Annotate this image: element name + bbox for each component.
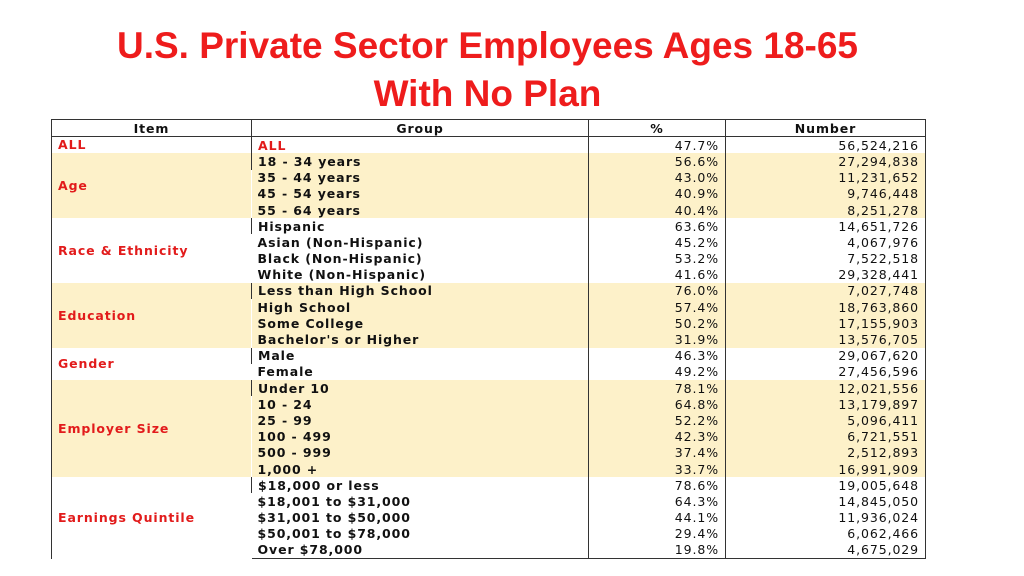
group-cell: $18,001 to $31,000 bbox=[257, 493, 411, 509]
number-cell: 4,675,029 bbox=[726, 542, 926, 559]
percent-cell: 50.2% bbox=[589, 315, 726, 331]
group-cell: High School bbox=[257, 299, 352, 315]
table-row bbox=[52, 380, 926, 396]
percent-cell: 37.4% bbox=[589, 445, 726, 461]
percent-cell: 40.4% bbox=[589, 202, 726, 218]
header-item: Item bbox=[52, 120, 252, 137]
header-group: Group bbox=[252, 120, 589, 137]
number-cell: 2,512,893 bbox=[726, 445, 926, 461]
item-label: ALL bbox=[52, 137, 252, 154]
group-cell: Under 10 bbox=[252, 380, 589, 396]
number-cell: 13,179,897 bbox=[726, 396, 926, 412]
no-plan-table bbox=[51, 119, 926, 559]
number-cell: 5,096,411 bbox=[726, 412, 926, 428]
percent-cell: 42.3% bbox=[589, 429, 726, 445]
number-cell: 29,067,620 bbox=[726, 348, 926, 364]
group-cell: 55 - 64 years bbox=[257, 202, 361, 218]
number-cell: 19,005,648 bbox=[726, 477, 926, 493]
number-cell: 18,763,860 bbox=[726, 299, 926, 315]
group-cell: 35 - 44 years bbox=[257, 170, 361, 186]
percent-cell: 45.2% bbox=[589, 234, 726, 250]
percent-cell: 57.4% bbox=[589, 299, 726, 315]
number-cell: 9,746,448 bbox=[726, 186, 926, 202]
percent-cell: 46.3% bbox=[589, 348, 726, 364]
number-cell: 4,067,976 bbox=[726, 234, 926, 250]
number-cell: 27,456,596 bbox=[726, 364, 926, 380]
group-cell: Black (Non-Hispanic) bbox=[257, 251, 423, 267]
group-cell: Bachelor's or Higher bbox=[257, 332, 420, 348]
group-cell: 18 - 34 years bbox=[252, 153, 589, 169]
percent-cell: 52.2% bbox=[589, 412, 726, 428]
number-cell: 11,936,024 bbox=[726, 510, 926, 526]
percent-cell: 76.0% bbox=[589, 283, 726, 299]
slide-title-line-1: U.S. Private Sector Employees Ages 18-65 bbox=[116, 25, 859, 66]
group-cell: $50,001 to $78,000 bbox=[257, 526, 411, 542]
group-cell: White (Non-Hispanic) bbox=[257, 267, 427, 283]
percent-cell: 19.8% bbox=[589, 542, 726, 559]
percent-cell: 78.6% bbox=[589, 477, 726, 493]
group-cell: Less than High School bbox=[252, 283, 589, 299]
percent-cell: 64.8% bbox=[589, 396, 726, 412]
group-cell: 45 - 54 years bbox=[257, 186, 361, 202]
number-cell: 11,231,652 bbox=[726, 170, 926, 186]
item-label: Gender bbox=[52, 348, 252, 380]
item-label: Age bbox=[52, 153, 252, 218]
number-cell: 29,328,441 bbox=[726, 267, 926, 283]
percent-cell: 56.6% bbox=[589, 153, 726, 169]
number-cell: 7,027,748 bbox=[726, 283, 926, 299]
table-row bbox=[52, 477, 926, 493]
group-cell: Hispanic bbox=[252, 218, 589, 234]
percent-cell: 49.2% bbox=[589, 364, 726, 380]
number-cell: 56,524,216 bbox=[726, 137, 926, 154]
item-label: Education bbox=[52, 283, 252, 348]
number-cell: 12,021,556 bbox=[726, 380, 926, 396]
percent-cell: 78.1% bbox=[589, 380, 726, 396]
group-cell: Female bbox=[257, 364, 314, 380]
percent-cell: 29.4% bbox=[589, 526, 726, 542]
table-row bbox=[52, 348, 926, 364]
item-label: Earnings Quintile bbox=[52, 477, 252, 558]
group-cell: Over $78,000 bbox=[252, 542, 589, 559]
group-cell: Asian (Non-Hispanic) bbox=[257, 234, 424, 250]
number-cell: 27,294,838 bbox=[726, 153, 926, 169]
item-label: Employer Size bbox=[52, 380, 252, 477]
group-cell: $18,000 or less bbox=[252, 477, 589, 493]
percent-cell: 33.7% bbox=[589, 461, 726, 477]
percent-cell: 40.9% bbox=[589, 186, 726, 202]
percent-cell: 44.1% bbox=[589, 510, 726, 526]
header-number: Number bbox=[726, 120, 926, 137]
table-row bbox=[52, 218, 926, 234]
table-header-row bbox=[52, 120, 926, 137]
number-cell: 7,522,518 bbox=[726, 251, 926, 267]
percent-cell: 41.6% bbox=[589, 267, 726, 283]
percent-cell: 64.3% bbox=[589, 493, 726, 509]
table-row bbox=[52, 137, 926, 154]
group-cell: 100 - 499 bbox=[257, 429, 332, 445]
percent-cell: 43.0% bbox=[589, 170, 726, 186]
percent-cell: 63.6% bbox=[589, 218, 726, 234]
group-cell: Some College bbox=[257, 315, 364, 331]
group-cell: 25 - 99 bbox=[257, 412, 313, 428]
group-cell: $31,001 to $50,000 bbox=[257, 510, 411, 526]
percent-cell: 53.2% bbox=[589, 251, 726, 267]
number-cell: 6,062,466 bbox=[726, 526, 926, 542]
number-cell: 16,991,909 bbox=[726, 461, 926, 477]
table-row bbox=[52, 283, 926, 299]
group-cell: Male bbox=[252, 348, 589, 364]
item-label: Race & Ethnicity bbox=[52, 218, 252, 283]
table-body bbox=[52, 137, 926, 559]
number-cell: 17,155,903 bbox=[726, 315, 926, 331]
group-cell: ALL bbox=[252, 137, 589, 154]
percent-cell: 31.9% bbox=[589, 331, 726, 347]
table-row bbox=[52, 153, 926, 169]
number-cell: 14,845,050 bbox=[726, 493, 926, 509]
header-pct: % bbox=[589, 120, 726, 137]
group-cell: 1,000 + bbox=[257, 461, 319, 477]
number-cell: 13,576,705 bbox=[726, 331, 926, 347]
slide-title bbox=[0, 22, 975, 118]
number-cell: 8,251,278 bbox=[726, 202, 926, 218]
group-cell: 10 - 24 bbox=[257, 396, 313, 412]
number-cell: 14,651,726 bbox=[726, 218, 926, 234]
number-cell: 6,721,551 bbox=[726, 429, 926, 445]
slide-title-line-2: With No Plan bbox=[373, 73, 602, 114]
percent-cell: 47.7% bbox=[589, 137, 726, 154]
group-cell: 500 - 999 bbox=[257, 445, 332, 461]
